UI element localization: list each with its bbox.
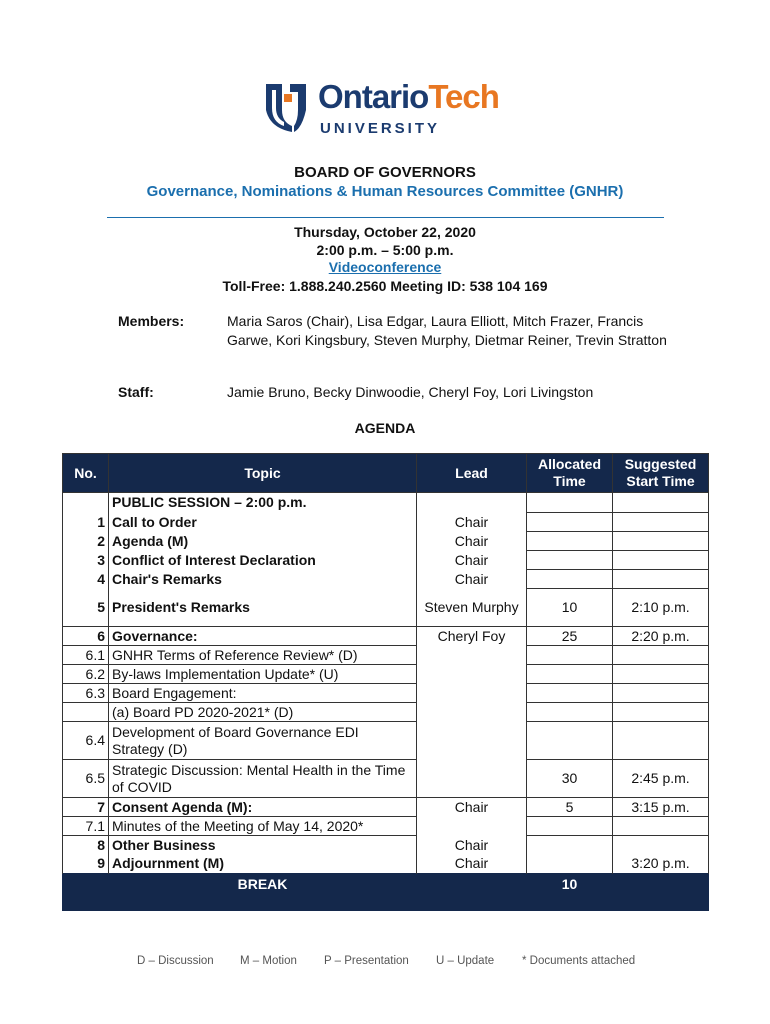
table-cell: Chair	[417, 570, 527, 589]
members-list: Maria Saros (Chair), Lisa Edgar, Laura Elliott, Mitch Frazer, Francis Garwe, Kori Kingsbury, Steven Murphy, Dietmar Reiner, Trevin Stratton	[227, 313, 667, 348]
table-cell	[527, 722, 613, 760]
staff-list: Jamie Bruno, Becky Dinwoodie, Cheryl Foy, Lori Livingston	[227, 384, 594, 400]
table-cell	[527, 493, 613, 513]
table-cell: 7	[63, 798, 109, 817]
table-cell	[527, 551, 613, 570]
table-cell: 2:10 p.m.	[613, 589, 709, 627]
table-cell	[527, 570, 613, 589]
table-cell: 6.4	[63, 722, 109, 760]
table-row	[63, 703, 709, 722]
meeting-time: 2:00 p.m. – 5:00 p.m.	[316, 242, 454, 258]
table-cell: Strategic Discussion: Mental Health in the Time of COVID	[109, 760, 417, 798]
table-cell: 10	[527, 589, 613, 627]
table-cell: 6.5	[63, 760, 109, 798]
videoconference-link[interactable]: Videoconference	[328, 259, 442, 275]
table-cell: Agenda (M)	[109, 532, 417, 551]
logo-wordmark: OntarioTech	[318, 78, 499, 115]
table-row	[63, 532, 709, 551]
table-cell	[63, 874, 109, 911]
table-cell: Chair	[417, 532, 527, 551]
board-title: BOARD OF GOVERNORS	[294, 164, 476, 181]
table-cell	[613, 722, 709, 760]
table-cell	[613, 874, 709, 911]
table-row	[63, 589, 709, 627]
staff-label: Staff:	[118, 384, 154, 400]
legend-discussion: D – Discussion	[137, 955, 214, 967]
table-cell: Steven Murphy	[417, 589, 527, 627]
table-cell: 6.3	[63, 684, 109, 703]
table-cell: Consent Agenda (M):	[109, 798, 417, 817]
committee-title: Governance, Nominations & Human Resources Committee (GNHR)	[146, 183, 624, 200]
table-cell: 2:20 p.m.	[613, 627, 709, 646]
table-cell: Cheryl Foy	[417, 627, 527, 646]
table-cell	[417, 684, 527, 703]
meeting-date: Thursday, October 22, 2020	[294, 224, 476, 240]
table-cell	[613, 836, 709, 855]
legend-documents: * Documents attached	[522, 955, 636, 967]
break-label: BREAK	[109, 874, 417, 911]
tollfree-info: Toll-Free: 1.888.240.2560 Meeting ID: 538 104 169	[222, 278, 548, 294]
table-cell: 6	[63, 627, 109, 646]
table-cell	[417, 665, 527, 684]
table-row	[63, 551, 709, 570]
header-no: No.	[63, 454, 109, 493]
table-cell	[527, 817, 613, 836]
table-cell	[613, 570, 709, 589]
table-cell	[527, 703, 613, 722]
table-cell	[417, 493, 527, 513]
table-cell: (a) Board PD 2020-2021* (D)	[109, 703, 417, 722]
table-cell	[613, 551, 709, 570]
table-row	[63, 570, 709, 589]
table-cell: Chair	[417, 855, 527, 874]
table-cell	[527, 684, 613, 703]
table-cell	[527, 836, 613, 855]
table-row	[63, 817, 709, 836]
table-cell: Minutes of the Meeting of May 14, 2020*	[109, 817, 417, 836]
table-cell: Chair	[417, 836, 527, 855]
table-cell	[613, 684, 709, 703]
table-cell: 6.1	[63, 646, 109, 665]
table-cell: Development of Board Governance EDI Strategy (D)	[109, 722, 417, 760]
agenda-table	[62, 453, 709, 911]
table-cell: 25	[527, 627, 613, 646]
table-cell	[417, 817, 527, 836]
table-cell: Chair	[417, 551, 527, 570]
table-cell: Chair	[417, 798, 527, 817]
legend-presentation: P – Presentation	[324, 955, 409, 967]
table-cell: Chair's Remarks	[109, 570, 417, 589]
table-cell: GNHR Terms of Reference Review* (D)	[109, 646, 417, 665]
shield-logo-icon	[262, 80, 310, 136]
legend-update: U – Update	[436, 955, 495, 967]
table-cell: President's Remarks	[109, 589, 417, 627]
table-cell: 5	[527, 798, 613, 817]
table-cell	[613, 532, 709, 551]
divider	[107, 217, 664, 218]
table-row	[63, 513, 709, 532]
table-cell: 4	[63, 570, 109, 589]
logo-university: UNIVERSITY	[320, 120, 441, 137]
table-cell	[613, 646, 709, 665]
header-allocated-time: Allocated Time	[527, 454, 613, 493]
table-row	[63, 855, 709, 874]
table-cell: 1	[63, 513, 109, 532]
table-cell: Call to Order	[109, 513, 417, 532]
table-cell: By-laws Implementation Update* (U)	[109, 665, 417, 684]
legend-motion: M – Motion	[240, 955, 297, 967]
table-cell: 3:20 p.m.	[613, 855, 709, 874]
table-cell	[613, 703, 709, 722]
table-header-row	[63, 454, 709, 493]
table-cell: Other Business	[109, 836, 417, 855]
table-cell	[417, 874, 527, 911]
table-cell: Chair	[417, 513, 527, 532]
break-time: 10	[527, 874, 613, 911]
table-cell	[613, 817, 709, 836]
table-cell: Adjournment (M)	[109, 855, 417, 874]
table-row	[63, 760, 709, 798]
members-label: Members:	[118, 313, 185, 329]
table-cell: Board Engagement:	[109, 684, 417, 703]
table-row	[63, 836, 709, 855]
table-cell: 30	[527, 760, 613, 798]
table-cell: 2:45 p.m.	[613, 760, 709, 798]
table-cell	[613, 513, 709, 532]
table-cell: 7.1	[63, 817, 109, 836]
agenda-title: AGENDA	[354, 420, 416, 436]
table-cell	[613, 493, 709, 513]
table-row	[63, 627, 709, 646]
table-cell: Conflict of Interest Declaration	[109, 551, 417, 570]
table-cell: PUBLIC SESSION – 2:00 p.m.	[109, 493, 417, 513]
table-row	[63, 665, 709, 684]
table-cell	[417, 703, 527, 722]
table-cell	[527, 532, 613, 551]
table-cell	[527, 665, 613, 684]
table-row	[63, 684, 709, 703]
table-cell: 8	[63, 836, 109, 855]
table-cell	[63, 703, 109, 722]
ontario-tech-logo	[262, 78, 512, 140]
table-row	[63, 493, 709, 513]
header-lead: Lead	[417, 454, 527, 493]
header-start-time: Suggested Start Time	[613, 454, 709, 493]
table-cell: 5	[63, 589, 109, 627]
table-cell	[417, 722, 527, 760]
break-row	[63, 874, 709, 911]
table-cell	[63, 493, 109, 513]
table-cell: 2	[63, 532, 109, 551]
table-cell: 3:15 p.m.	[613, 798, 709, 817]
table-cell	[527, 855, 613, 874]
table-cell	[417, 760, 527, 798]
table-cell: Governance:	[109, 627, 417, 646]
table-row	[63, 722, 709, 760]
table-row	[63, 646, 709, 665]
table-cell: 3	[63, 551, 109, 570]
table-cell: 6.2	[63, 665, 109, 684]
table-row	[63, 798, 709, 817]
table-cell: 9	[63, 855, 109, 874]
table-cell	[417, 646, 527, 665]
table-cell	[527, 513, 613, 532]
header-topic: Topic	[109, 454, 417, 493]
table-cell	[527, 646, 613, 665]
table-cell	[613, 665, 709, 684]
